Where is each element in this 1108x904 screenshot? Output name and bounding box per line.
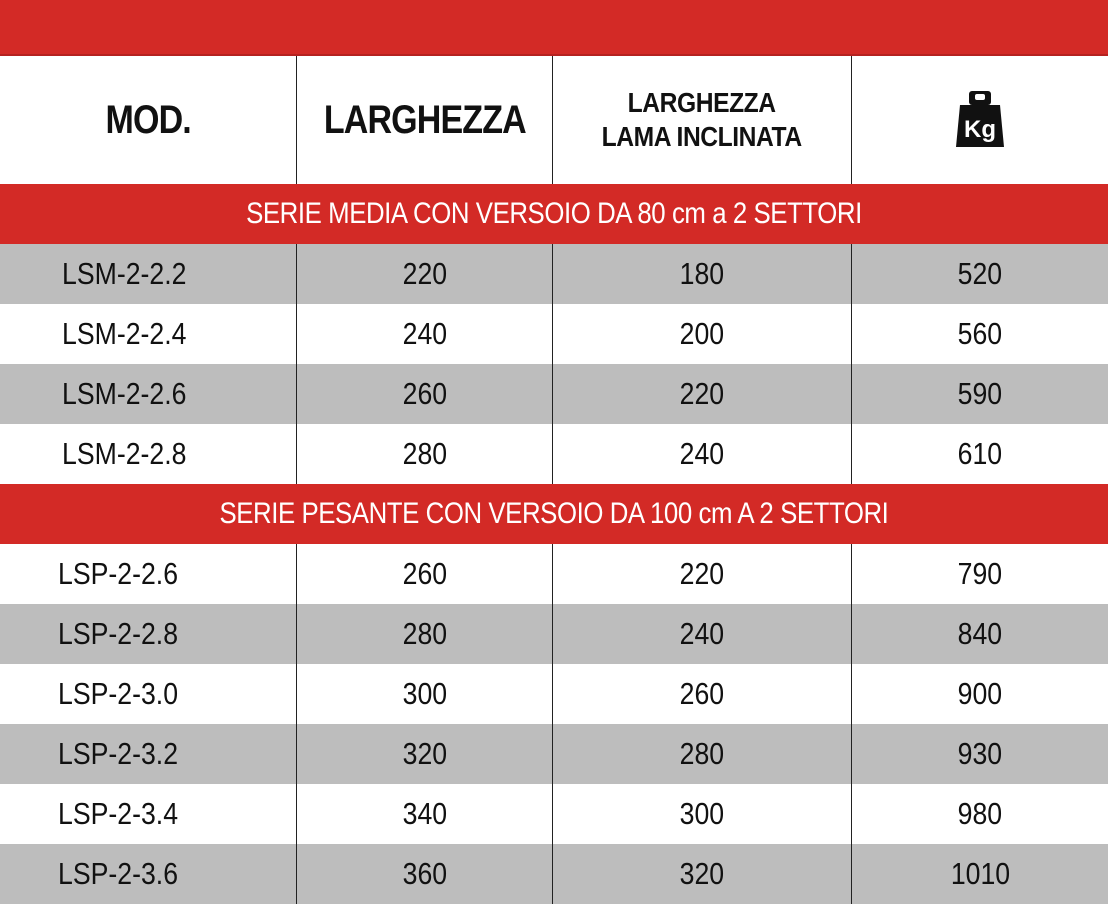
cell-mod: LSP-2-3.2 bbox=[58, 736, 179, 771]
cell-larghezza: 260 bbox=[296, 364, 552, 424]
cell-larghezza: 320 bbox=[296, 724, 552, 784]
cell-lama: 200 bbox=[552, 304, 851, 364]
cell-mod: LSP-2-3.6 bbox=[58, 856, 179, 891]
cell-mod: LSP-2-3.0 bbox=[58, 676, 179, 711]
section-title-pesante bbox=[0, 484, 1108, 544]
cell-kg: 980 bbox=[851, 784, 1108, 844]
cell-lama: 280 bbox=[552, 724, 851, 784]
table-row bbox=[0, 304, 1108, 364]
header-lama-line2: LAMA INCLINATA bbox=[601, 121, 803, 152]
cell-kg: 1010 bbox=[851, 844, 1108, 904]
cell-kg: 840 bbox=[851, 604, 1108, 664]
cell-lama: 300 bbox=[552, 784, 851, 844]
header-mod bbox=[0, 56, 296, 184]
cell-larghezza: 340 bbox=[296, 784, 552, 844]
cell-kg: 610 bbox=[851, 424, 1108, 484]
cell-larghezza: 240 bbox=[296, 304, 552, 364]
table-row bbox=[0, 844, 1108, 904]
cell-kg: 520 bbox=[851, 244, 1108, 304]
cell-kg: 900 bbox=[851, 664, 1108, 724]
cell-mod: LSM-2-2.2 bbox=[62, 256, 187, 291]
top-red-bar bbox=[0, 0, 1108, 56]
header-larghezza-label: LARGHEZZA bbox=[323, 97, 526, 142]
table-header bbox=[0, 56, 1108, 184]
header-lama-line1: LARGHEZZA bbox=[627, 87, 776, 118]
cell-lama: 320 bbox=[552, 844, 851, 904]
weight-icon-label: Kg bbox=[964, 116, 996, 143]
weight-kg-icon bbox=[952, 91, 1008, 149]
cell-larghezza: 360 bbox=[296, 844, 552, 904]
cell-larghezza: 300 bbox=[296, 664, 552, 724]
cell-lama: 180 bbox=[552, 244, 851, 304]
cell-lama: 220 bbox=[552, 364, 851, 424]
table-row bbox=[0, 544, 1108, 604]
cell-kg: 590 bbox=[851, 364, 1108, 424]
table-row bbox=[0, 724, 1108, 784]
cell-lama: 220 bbox=[552, 544, 851, 604]
cell-mod: LSP-2-3.4 bbox=[58, 796, 179, 831]
cell-mod: LSP-2-2.6 bbox=[58, 556, 179, 591]
header-larghezza-lama-inclinata bbox=[552, 56, 851, 184]
cell-larghezza: 260 bbox=[296, 544, 552, 604]
header-larghezza bbox=[296, 56, 552, 184]
cell-larghezza: 280 bbox=[296, 604, 552, 664]
table-row bbox=[0, 424, 1108, 484]
header-mod-label: MOD. bbox=[105, 97, 191, 142]
cell-kg: 560 bbox=[851, 304, 1108, 364]
header-weight bbox=[851, 56, 1108, 184]
cell-mod: LSP-2-2.8 bbox=[58, 616, 179, 651]
cell-kg: 930 bbox=[851, 724, 1108, 784]
cell-mod: LSM-2-2.8 bbox=[62, 436, 187, 471]
cell-mod: LSM-2-2.6 bbox=[62, 376, 187, 411]
cell-lama: 240 bbox=[552, 604, 851, 664]
cell-mod: LSM-2-2.4 bbox=[62, 316, 187, 351]
table-row bbox=[0, 244, 1108, 304]
cell-kg: 790 bbox=[851, 544, 1108, 604]
cell-lama: 240 bbox=[552, 424, 851, 484]
section-title-media bbox=[0, 184, 1108, 244]
cell-larghezza: 280 bbox=[296, 424, 552, 484]
cell-lama: 260 bbox=[552, 664, 851, 724]
section-title-pesante-label: SERIE PESANTE CON VERSOIO DA 100 cm A 2 SETTORI bbox=[219, 497, 889, 530]
table-row bbox=[0, 604, 1108, 664]
table-row bbox=[0, 364, 1108, 424]
section-title-media-label: SERIE MEDIA CON VERSOIO DA 80 cm a 2 SETTORI bbox=[246, 197, 862, 230]
cell-larghezza: 220 bbox=[296, 244, 552, 304]
table-row bbox=[0, 784, 1108, 844]
table-row bbox=[0, 664, 1108, 724]
